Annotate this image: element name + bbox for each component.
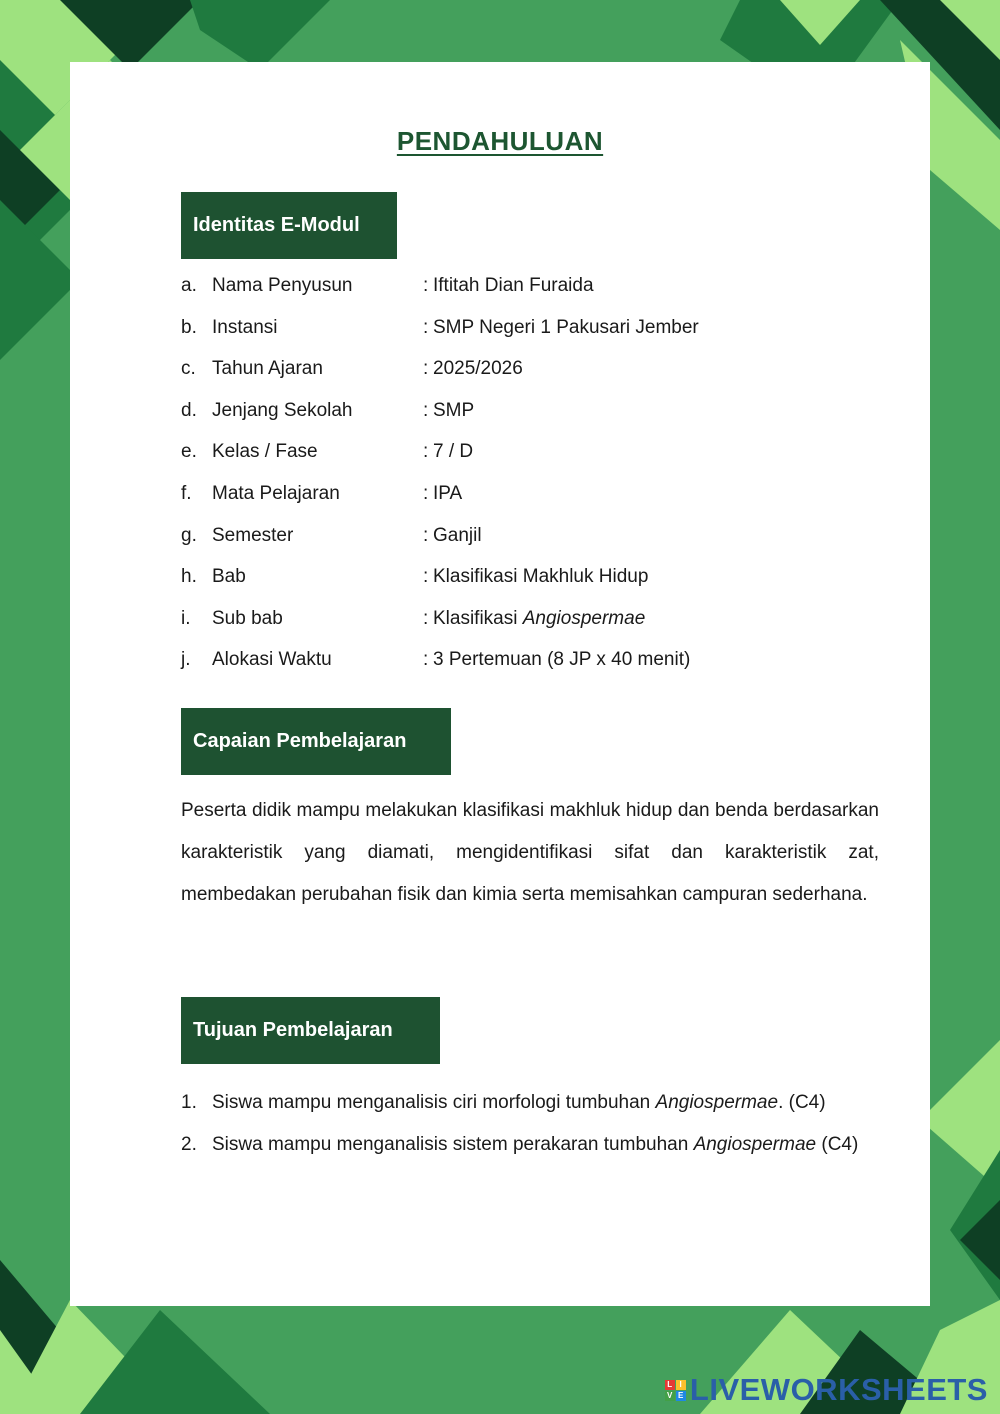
logo-letter: E [676, 1391, 686, 1401]
item-letter: a. [181, 275, 197, 296]
goal-text-italic: Angiospermae [655, 1092, 779, 1113]
identity-row [181, 431, 881, 473]
item-letter: e. [181, 441, 197, 463]
item-letter: i. [181, 607, 191, 629]
identity-row [181, 265, 881, 307]
logo-letter: L [665, 1380, 675, 1390]
logo-letter: I [676, 1380, 686, 1390]
item-value: 3 Pertemuan (8 JP x 40 menit) [433, 649, 691, 671]
item-letter: h. [181, 566, 197, 588]
item-value: Klasifikasi Makhluk Hidup [433, 566, 649, 588]
item-label: Semester [212, 524, 294, 546]
item-label: Bab [212, 566, 246, 588]
goal-text [212, 1082, 879, 1124]
item-value: 2025/2026 [433, 358, 523, 380]
identity-row [181, 556, 881, 598]
identity-list [181, 265, 881, 681]
item-value-italic: Angiospermae [522, 607, 646, 629]
item-value [433, 598, 881, 640]
identity-heading: Identitas E-Modul [181, 192, 397, 259]
item-label: Nama Penyusun [212, 275, 353, 296]
identity-row [181, 390, 881, 432]
liveworksheets-brand[interactable] [665, 1372, 988, 1408]
goal-text-main: Siswa mampu menganalisis ciri morfologi tumbuhan [212, 1092, 656, 1113]
goal-number: 1. [181, 1092, 197, 1113]
item-value: Ganjil [433, 524, 482, 546]
item-value-text: Klasifikasi [433, 607, 523, 629]
identity-row [181, 515, 881, 557]
item-value: IPA [433, 482, 463, 504]
colon-separator: : [423, 316, 429, 338]
item-letter: d. [181, 399, 197, 421]
item-letter: g. [181, 524, 197, 546]
identity-row [181, 348, 881, 390]
goal-text-suffix: . (C4) [778, 1092, 826, 1113]
item-value: 7 / D [433, 441, 474, 463]
outcomes-heading: Capaian Pembelajaran [181, 708, 451, 775]
colon-separator: : [423, 275, 429, 296]
logo-letter: V [665, 1391, 675, 1401]
item-label: Instansi [212, 316, 278, 338]
item-label: Mata Pelajaran [212, 482, 340, 504]
item-label: Sub bab [212, 607, 283, 629]
item-letter: b. [181, 316, 197, 338]
goal-text-italic: Angiospermae [693, 1133, 817, 1155]
item-label: Tahun Ajaran [212, 358, 323, 380]
colon-separator: : [423, 358, 429, 380]
brand-name: LIVEWORKSHEETS [689, 1372, 988, 1407]
colon-separator: : [423, 482, 429, 504]
colon-separator: : [423, 566, 429, 588]
identity-row [181, 639, 881, 681]
goals-list [181, 1082, 879, 1166]
item-label: Jenjang Sekolah [212, 399, 353, 421]
identity-row [181, 307, 881, 349]
colon-separator: : [423, 607, 429, 629]
item-label: Kelas / Fase [212, 441, 318, 463]
item-value: SMP Negeri 1 Pakusari Jember [433, 316, 699, 338]
item-letter: c. [181, 358, 196, 380]
item-letter: j. [181, 649, 191, 671]
goal-item [181, 1082, 879, 1124]
identity-row [181, 598, 881, 640]
goal-number: 2. [181, 1133, 197, 1155]
liveworksheets-logo-icon [665, 1380, 686, 1401]
colon-separator: : [423, 441, 429, 463]
goal-text-suffix: (C4) [816, 1133, 859, 1155]
identity-row [181, 473, 881, 515]
colon-separator: : [423, 399, 429, 421]
goal-text-main: Siswa mampu menganalisis sistem perakaran tumbuhan [212, 1133, 694, 1155]
item-value: Iftitah Dian Furaida [433, 275, 594, 296]
item-label: Alokasi Waktu [212, 649, 332, 671]
goal-item [181, 1124, 879, 1166]
goals-heading: Tujuan Pembelajaran [181, 997, 440, 1064]
outcomes-paragraph: Peserta didik mampu melakukan klasifikasi makhluk hidup dan benda berdasarkan karakteristik yang diamati, mengidentifikasi sifat dan karakteristik zat, membedakan perubahan fisik dan kimia serta memisahkan campuran sederhana. [181, 800, 879, 905]
item-value: SMP [433, 399, 475, 421]
page-title: PENDAHULUAN [396, 126, 604, 156]
item-letter: f. [181, 482, 192, 504]
colon-separator: : [423, 649, 429, 671]
colon-separator: : [423, 524, 429, 546]
goal-text [212, 1124, 879, 1166]
